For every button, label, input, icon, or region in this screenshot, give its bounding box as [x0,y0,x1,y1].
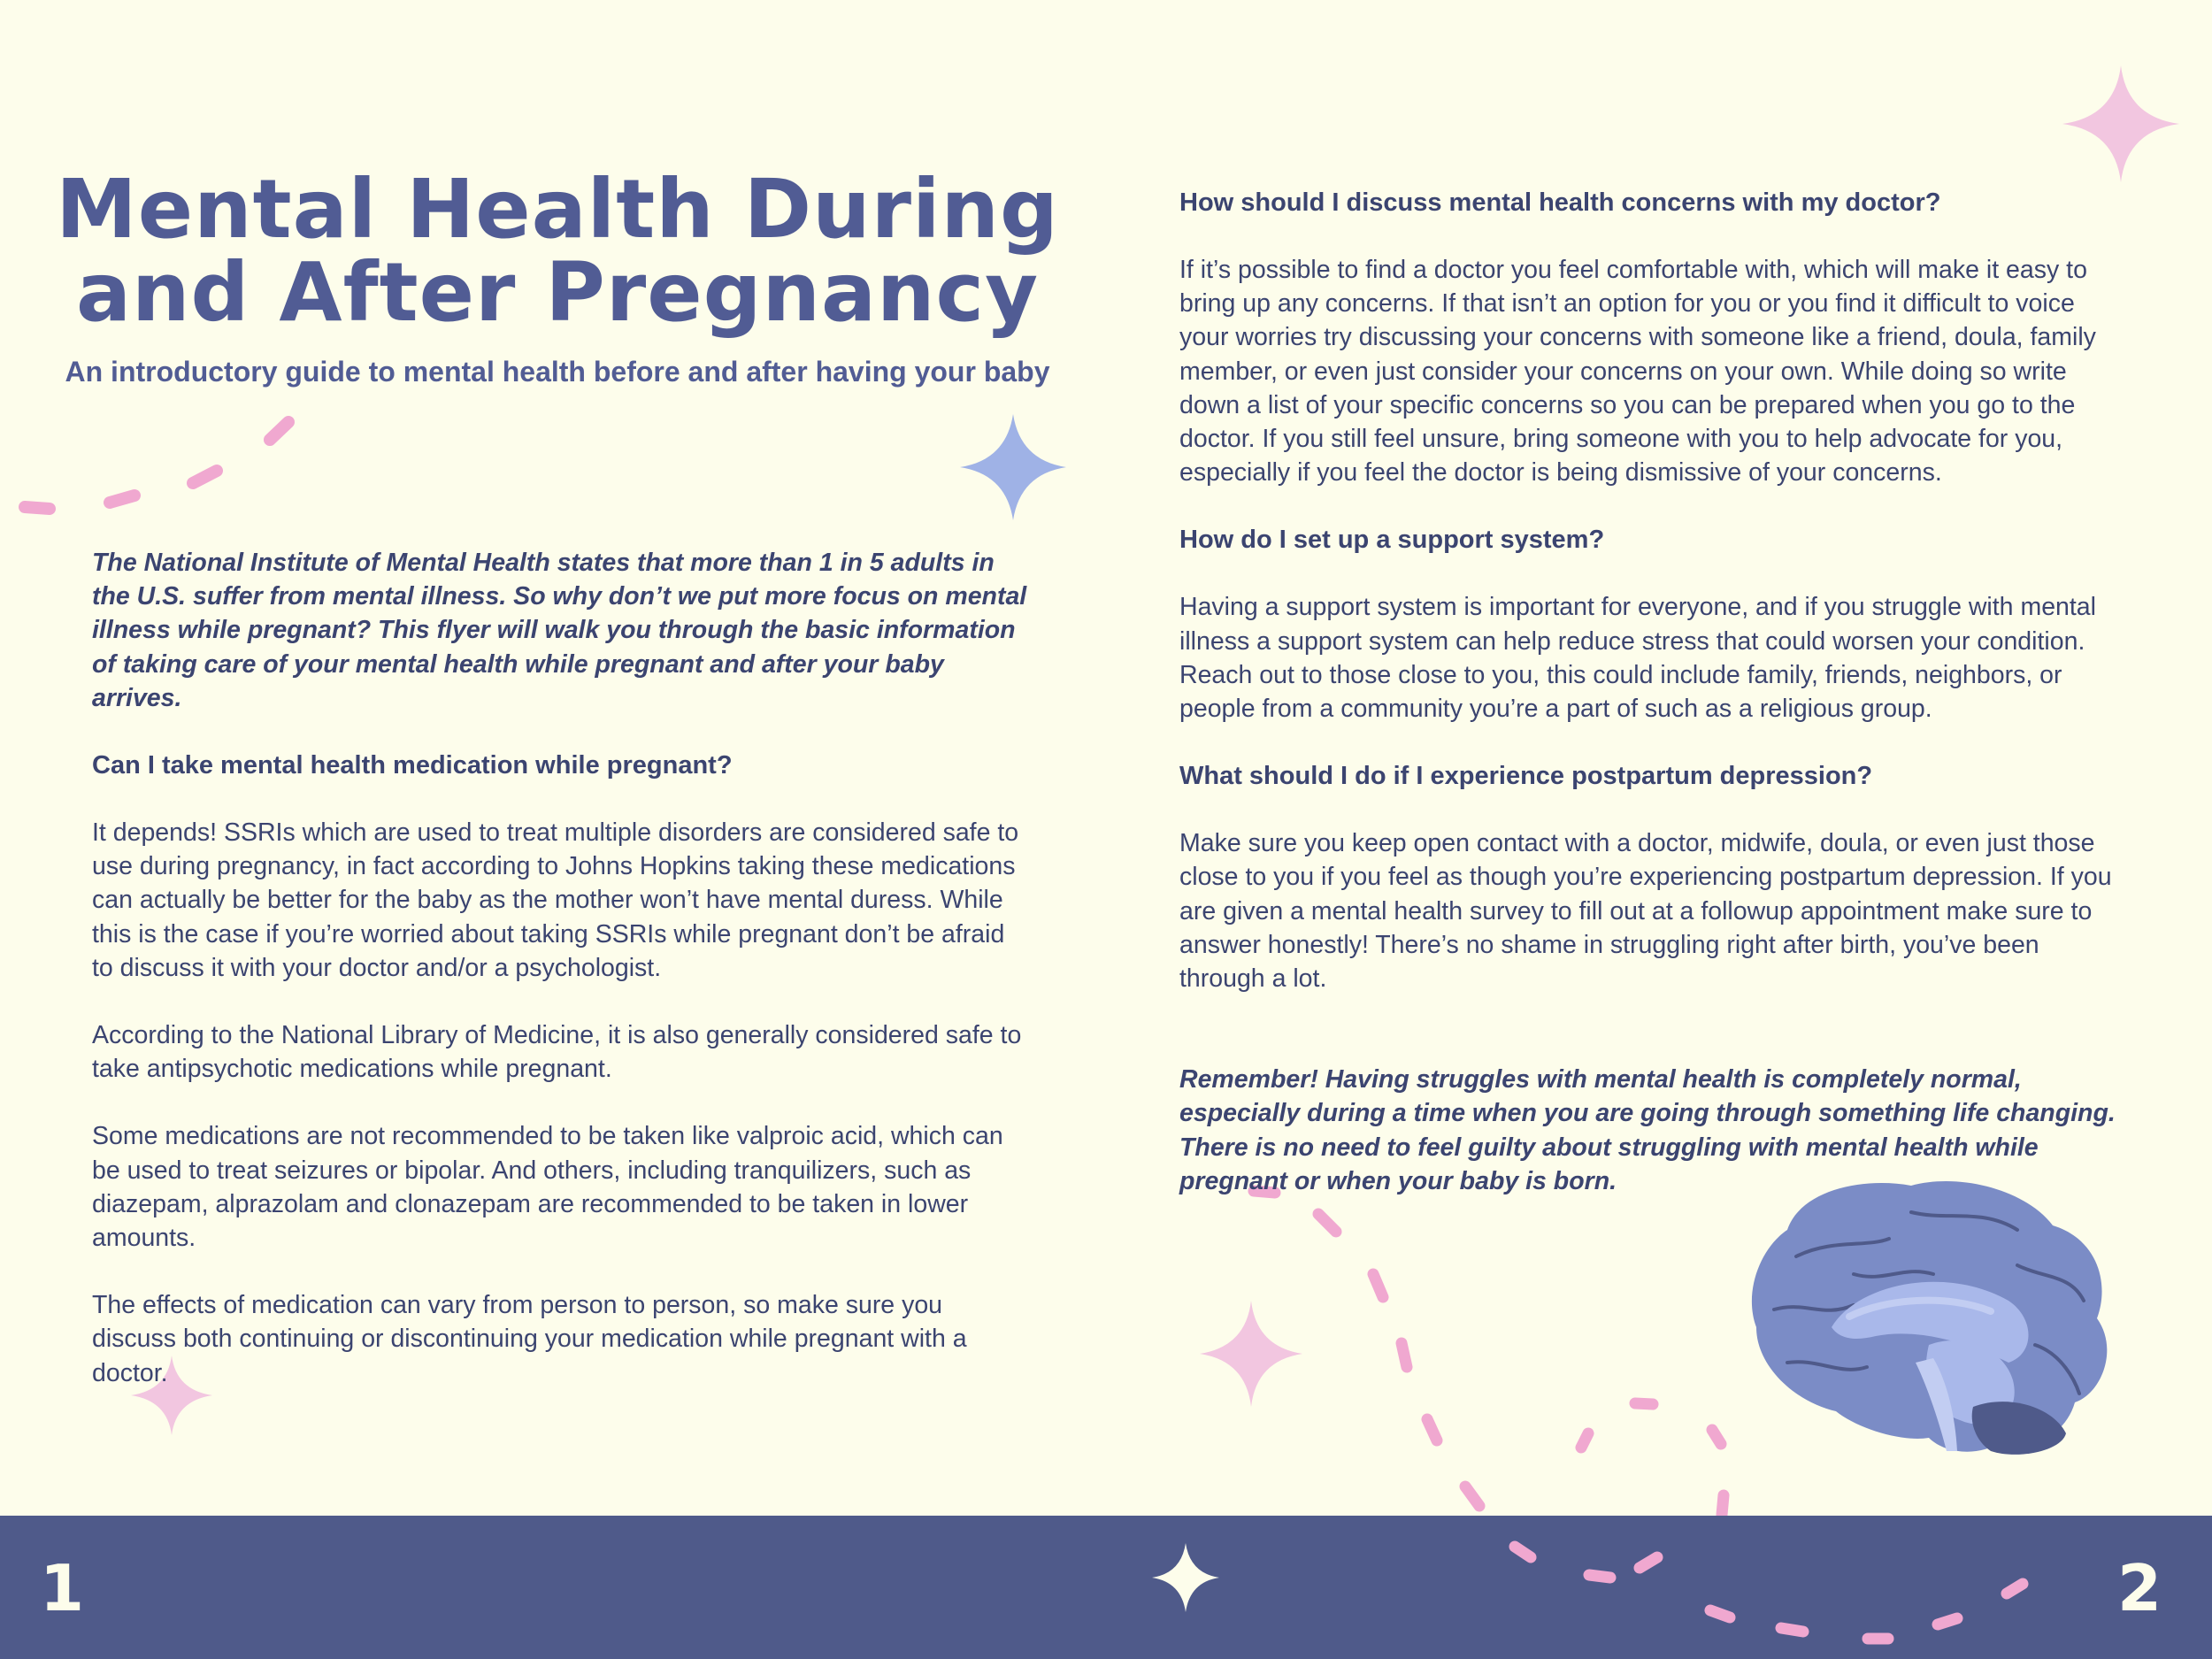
body-paragraph: According to the National Library of Medicine, it is also generally considered safe to take antipsychotic medications while pregnant. [92,1021,1022,1084]
body-paragraph: Some medications are not recommended to be taken like valproic acid, which can be used to treat seizures or bipolar. And others, including tranquilizers, such as diazepam, alprazolam and clonazepam are recommended to be taken in lower amounts. [92,1122,1003,1253]
body-paragraph: The effects of medication can vary from person to person, so make sure you discuss both continuing or discontinuing your medication while pregnant with a doctor. [92,1291,967,1387]
section-heading: Can I take mental health medication while pregnant? [92,751,733,780]
body-paragraph: It depends! SSRIs which are used to treat multiple disorders are considered safe to use during pregnancy, in fact according to Johns Hopkins taking these medications can actually be better for the baby as the mother won’t have mental duress. While this is the case if you’re worried about taking SSRIs while pregnant don’t be afraid to discuss it with your doctor and/or a psychologist. [92,818,1019,982]
section-heading: How should I discuss mental health concerns with my doctor? [1179,188,1941,217]
title-line-1: Mental Health During [56,162,1059,257]
page-number-right: 2 [2117,1551,2162,1625]
sparkle-icon [1152,1543,1219,1612]
body-paragraph: If it’s possible to find a doctor you feel comfortable with, which will make it easy to bring up any concerns. If that isn’t an option for you or you find it difficult to voice your worries try discussing your concerns with someone like a friend, doula, family member, or even just consider your concerns on your own. While doing so write down a list of your specific concerns so you can be prepared when you go to the doctor. If you still feel unsure, bring someone with you to help advocate for you, especially if you feel the doctor is being dismissive of your concerns. [1179,256,2096,488]
intro-paragraph: The National Institute of Mental Health states that more than 1 in 5 adults in the U.S. suffer from mental illness. So why don’t we put more focus on mental illness while pregnant? This flyer will walk you through the basic information of taking care of your mental health while pregnant and after your baby arrives. [92,549,1027,712]
page-subtitle: An introductory guide to mental health before and after having your baby [65,356,1050,388]
body-paragraph: Having a support system is important for everyone, and if you struggle with mental illness a support system can help reduce stress that could worsen your condition. Reach out to those close to you, this could include family, friends, neighbors, or people from a community you’re a part of such as a religious group. [1179,593,2096,724]
section-heading: What should I do if I experience postpartum depression? [1179,762,1873,791]
closing-paragraph: Remember! Having struggles with mental health is completely normal, especially during a time when you are going through something life changing. There is no need to feel guilty about struggling with mental health while pregnant or when your baby is born. [1179,1065,2116,1195]
section-heading: How do I set up a support system? [1179,526,1605,555]
dashed-path-footer [1515,1547,2023,1639]
page-number-left: 1 [40,1551,85,1625]
body-paragraph: Make sure you keep open contact with a doctor, midwife, doula, or even just those close to you if you feel as though you’re experiencing postpartum depression. If you are given a mental health survey to fill out at a followup appointment make sure to answer honestly! There’s no shame in struggling right after birth, you’ve been through a lot. [1179,829,2112,994]
title-line-2: and After Pregnancy [75,245,1040,340]
